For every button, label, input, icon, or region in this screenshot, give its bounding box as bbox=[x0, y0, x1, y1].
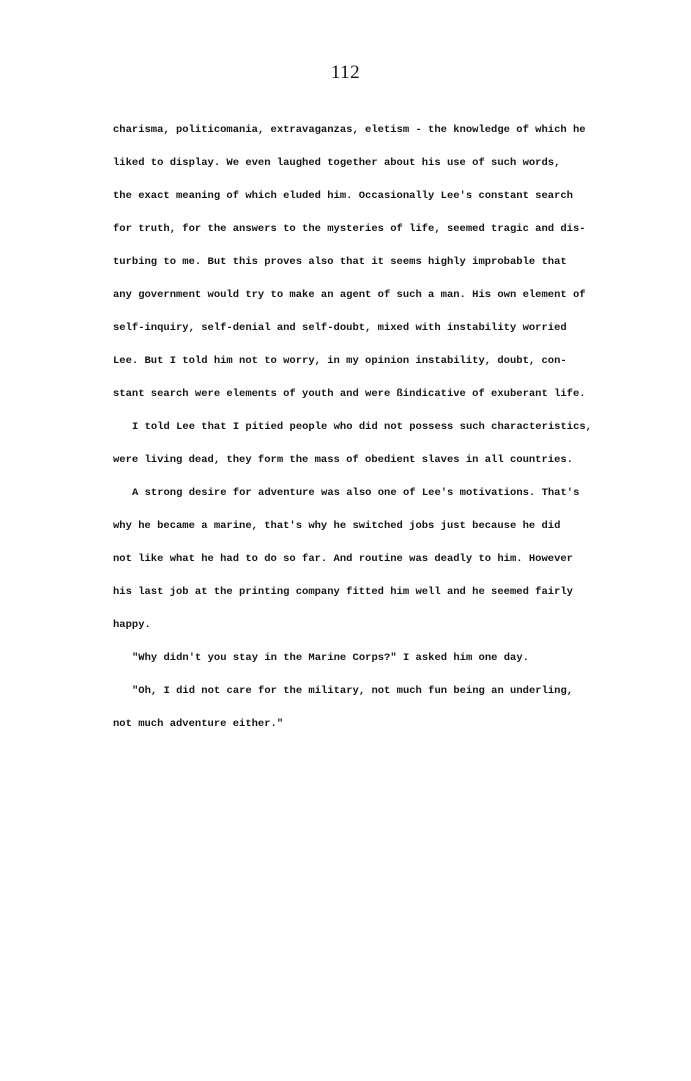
text-line: his last job at the printing company fitted him well and he seemed fairly bbox=[113, 586, 573, 598]
text-line: the exact meaning of which eluded him. Occasionally Lee's constant search bbox=[113, 190, 573, 202]
page-number: 112 bbox=[330, 62, 361, 83]
paragraph-start-line: A strong desire for adventure was also one of Lee's motivations. That's bbox=[132, 487, 580, 499]
paragraph-start-line: I told Lee that I pitied people who did not possess such characteristics, bbox=[132, 421, 592, 433]
text-line: stant search were elements of youth and were ßindicative of exuberant life. bbox=[113, 388, 586, 400]
text-line: not like what he had to do so far. And routine was deadly to him. However bbox=[113, 553, 573, 565]
text-line: any government would try to make an agent of such a man. His own element of bbox=[113, 289, 586, 301]
text-line: not much adventure either." bbox=[113, 718, 284, 730]
text-line: for truth, for the answers to the mysteries of life, seemed tragic and dis- bbox=[113, 223, 586, 235]
text-line: happy. bbox=[113, 619, 151, 631]
text-line: turbing to me. But this proves also that it seems highly improbable that bbox=[113, 256, 567, 268]
text-line: liked to display. We even laughed together about his use of such words, bbox=[113, 157, 561, 169]
body-text bbox=[113, 116, 633, 743]
dialogue-line: "Why didn't you stay in the Marine Corps?" I asked him one day. bbox=[132, 652, 529, 664]
text-line: Lee. But I told him not to worry, in my opinion instability, doubt, con- bbox=[113, 355, 567, 367]
text-line: why he became a marine, that's why he switched jobs just because he did bbox=[113, 520, 561, 532]
text-line: charisma, politicomania, extravaganzas, eletism - the knowledge of which he bbox=[113, 124, 586, 136]
text-line: self-inquiry, self-denial and self-doubt, mixed with instability worried bbox=[113, 322, 567, 334]
dialogue-line: "Oh, I did not care for the military, not much fun being an underling, bbox=[132, 685, 574, 697]
text-line: were living dead, they form the mass of obedient slaves in all countries. bbox=[113, 454, 573, 466]
